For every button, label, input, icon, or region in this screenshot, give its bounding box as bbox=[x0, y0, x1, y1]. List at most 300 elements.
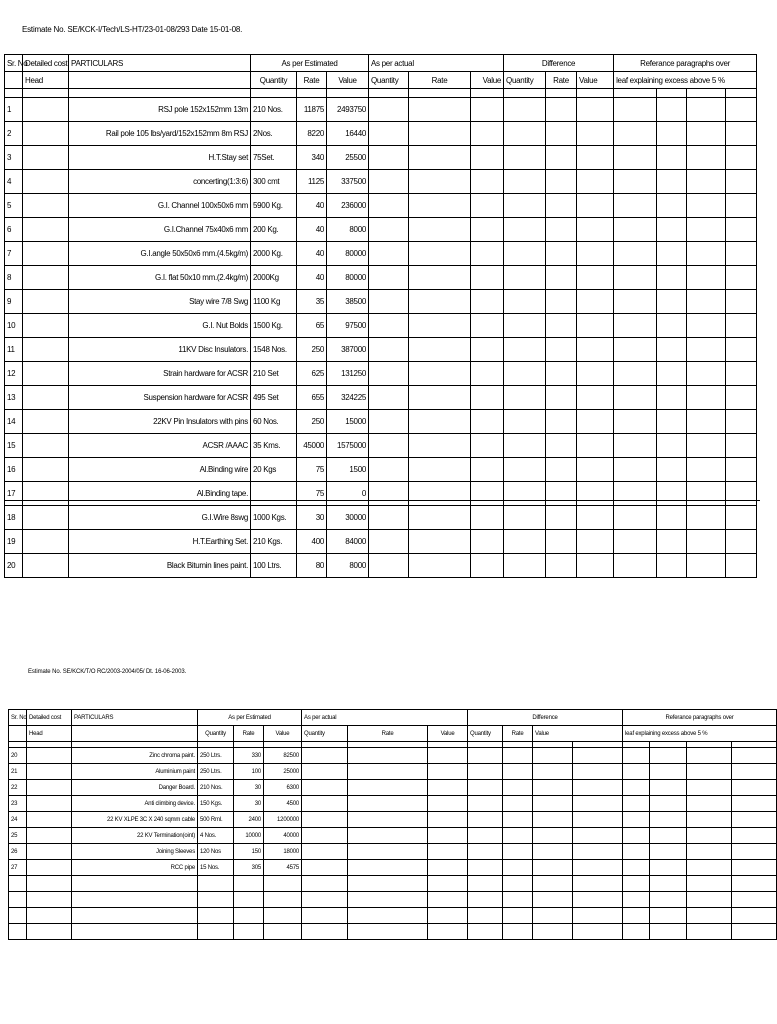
empty-cell bbox=[428, 844, 468, 860]
empty-cell bbox=[503, 876, 533, 892]
empty-cell bbox=[614, 362, 657, 386]
empty-cell bbox=[687, 482, 726, 506]
empty-cell bbox=[546, 314, 577, 338]
empty-cell bbox=[726, 98, 757, 122]
value-cell: 30000 bbox=[327, 506, 369, 530]
empty-cell bbox=[369, 338, 409, 362]
empty-cell bbox=[623, 780, 650, 796]
table-row bbox=[9, 812, 777, 828]
quantity-cell: 35 Kms. bbox=[251, 434, 297, 458]
empty-cell bbox=[726, 170, 757, 194]
rate-cell: 65 bbox=[297, 314, 327, 338]
value-cell: 25500 bbox=[327, 146, 369, 170]
empty-cell bbox=[348, 908, 428, 924]
empty-cell bbox=[657, 434, 687, 458]
empty-cell bbox=[504, 386, 546, 410]
empty-cell bbox=[409, 170, 471, 194]
difference-header: Difference bbox=[468, 710, 623, 726]
empty-cell bbox=[409, 146, 471, 170]
table-row bbox=[5, 530, 757, 554]
sr-no-cell: 14 bbox=[5, 410, 23, 434]
empty-cell bbox=[468, 892, 503, 908]
quantity-cell: 1000 Kgs. bbox=[251, 506, 297, 530]
rate-cell: 35 bbox=[297, 290, 327, 314]
empty-cell bbox=[234, 892, 264, 908]
empty-cell bbox=[577, 146, 614, 170]
particulars-cell: Stay wire 7/8 Swg bbox=[69, 290, 251, 314]
empty-cell bbox=[623, 908, 650, 924]
sr-no-cell: 24 bbox=[9, 812, 27, 828]
table-row bbox=[5, 242, 757, 266]
empty-cell bbox=[468, 876, 503, 892]
empty-cell bbox=[614, 290, 657, 314]
empty-cell bbox=[614, 242, 657, 266]
particulars-cell: G.I.Wire 8swg bbox=[69, 506, 251, 530]
empty-cell bbox=[573, 812, 623, 828]
sr-no-cell: 9 bbox=[5, 290, 23, 314]
empty-cell bbox=[504, 98, 546, 122]
empty-cell bbox=[573, 764, 623, 780]
empty-cell bbox=[533, 796, 573, 812]
empty-cell bbox=[471, 338, 504, 362]
empty-cell bbox=[623, 764, 650, 780]
empty-cell bbox=[577, 314, 614, 338]
sr-no-cell: 5 bbox=[5, 194, 23, 218]
empty-cell bbox=[409, 98, 471, 122]
sr-no-cell: 19 bbox=[5, 530, 23, 554]
value-cell: 387000 bbox=[327, 338, 369, 362]
quantity-cell: 210 Nos. bbox=[198, 780, 234, 796]
empty-cell bbox=[687, 812, 732, 828]
empty-cell bbox=[687, 876, 732, 892]
empty-cell bbox=[503, 892, 533, 908]
empty-cell bbox=[650, 860, 687, 876]
empty-cell bbox=[504, 338, 546, 362]
empty-cell bbox=[533, 780, 573, 796]
table-header-row bbox=[9, 710, 777, 726]
value-cell: 236000 bbox=[327, 194, 369, 218]
rate-cell: 40 bbox=[297, 242, 327, 266]
empty-cell bbox=[687, 860, 732, 876]
empty-cell bbox=[504, 506, 546, 530]
empty-cell bbox=[471, 482, 504, 506]
empty-cell bbox=[577, 338, 614, 362]
reference-header: Referance paragraphs over bbox=[614, 55, 757, 72]
empty-cell bbox=[726, 554, 757, 578]
empty-cell bbox=[234, 924, 264, 940]
section-divider bbox=[4, 500, 760, 501]
rate-cell: 340 bbox=[297, 146, 327, 170]
empty-cell bbox=[687, 764, 732, 780]
empty-cell bbox=[614, 266, 657, 290]
empty-cell bbox=[623, 924, 650, 940]
empty-cell bbox=[471, 458, 504, 482]
empty-cell bbox=[533, 860, 573, 876]
empty-cell bbox=[732, 860, 777, 876]
empty-cell bbox=[409, 290, 471, 314]
empty-cell bbox=[369, 242, 409, 266]
empty-cell bbox=[5, 72, 23, 89]
detailed-cost-header: Detailed cost bbox=[23, 55, 69, 72]
particulars-cell: Aluminium paint bbox=[72, 764, 198, 780]
as-per-estimated-header: As per Estimated bbox=[251, 55, 369, 72]
particulars-cell: H.T.Stay set bbox=[69, 146, 251, 170]
empty-cell bbox=[573, 924, 623, 940]
empty-cell bbox=[9, 876, 27, 892]
quantity-cell: 75Set. bbox=[251, 146, 297, 170]
estimate-caption-2: Estimate No. SE/KCK/T/O RC/2003-2004/05/ Dt. 16-06-2003. bbox=[28, 669, 187, 675]
table-subheader-row bbox=[5, 72, 757, 89]
empty-cell bbox=[369, 170, 409, 194]
empty-cell bbox=[650, 748, 687, 764]
empty-cell bbox=[577, 242, 614, 266]
sr-no-cell: 16 bbox=[5, 458, 23, 482]
empty-cell bbox=[471, 290, 504, 314]
empty-cell bbox=[533, 812, 573, 828]
empty-cell bbox=[732, 780, 777, 796]
sr-no-cell: 11 bbox=[5, 338, 23, 362]
particulars-cell: Anti climbing device. bbox=[72, 796, 198, 812]
empty-cell bbox=[687, 506, 726, 530]
value-cell: 4575 bbox=[264, 860, 302, 876]
sr-no-cell: 2 bbox=[5, 122, 23, 146]
empty-cell bbox=[369, 146, 409, 170]
empty-cell bbox=[27, 908, 72, 924]
empty-cell bbox=[614, 410, 657, 434]
empty-cell bbox=[503, 924, 533, 940]
head-cell bbox=[23, 290, 69, 314]
particulars-cell: Black Bitumin lines paint. bbox=[69, 554, 251, 578]
table-header-row bbox=[5, 55, 757, 72]
empty-cell bbox=[687, 338, 726, 362]
blank-row bbox=[9, 908, 777, 924]
rate-cell: 655 bbox=[297, 386, 327, 410]
empty-cell bbox=[369, 218, 409, 242]
empty-cell bbox=[614, 458, 657, 482]
empty-cell bbox=[650, 892, 687, 908]
empty-cell bbox=[732, 764, 777, 780]
table-row bbox=[5, 266, 757, 290]
empty-cell bbox=[409, 362, 471, 386]
sr-no-cell: 6 bbox=[5, 218, 23, 242]
empty-cell bbox=[504, 122, 546, 146]
empty-cell bbox=[546, 122, 577, 146]
particulars-cell: 22KV Pin Insulators with pins bbox=[69, 410, 251, 434]
empty-cell bbox=[471, 386, 504, 410]
rate-cell: 30 bbox=[234, 780, 264, 796]
blank-row bbox=[9, 892, 777, 908]
empty-cell bbox=[369, 410, 409, 434]
sr-no-cell: 1 bbox=[5, 98, 23, 122]
empty-cell bbox=[533, 892, 573, 908]
empty-cell bbox=[657, 122, 687, 146]
sr-no-cell: 7 bbox=[5, 242, 23, 266]
empty-cell bbox=[468, 860, 503, 876]
empty-cell bbox=[614, 194, 657, 218]
empty-cell bbox=[198, 924, 234, 940]
empty-cell bbox=[504, 530, 546, 554]
empty-cell bbox=[369, 98, 409, 122]
empty-cell bbox=[503, 908, 533, 924]
empty-cell bbox=[409, 218, 471, 242]
empty-cell bbox=[577, 362, 614, 386]
rate-cell: 330 bbox=[234, 748, 264, 764]
head-cell bbox=[27, 860, 72, 876]
quantity-cell: 120 Nos bbox=[198, 844, 234, 860]
empty-cell bbox=[468, 908, 503, 924]
empty-cell bbox=[687, 290, 726, 314]
empty-cell bbox=[72, 726, 198, 742]
empty-cell bbox=[687, 386, 726, 410]
empty-cell bbox=[657, 386, 687, 410]
sr-no-cell: 20 bbox=[9, 748, 27, 764]
empty-cell bbox=[428, 924, 468, 940]
empty-cell bbox=[348, 796, 428, 812]
empty-cell bbox=[614, 506, 657, 530]
table-row bbox=[5, 482, 757, 506]
empty-cell bbox=[369, 530, 409, 554]
empty-cell bbox=[533, 908, 573, 924]
quantity-cell: 1100 Kg bbox=[251, 290, 297, 314]
empty-cell bbox=[409, 194, 471, 218]
particulars-cell: RCC pipe bbox=[72, 860, 198, 876]
head-cell bbox=[23, 482, 69, 506]
value-cell: 2493750 bbox=[327, 98, 369, 122]
particulars-cell: G.I.angle 50x50x6 mm.(4.5kg/m) bbox=[69, 242, 251, 266]
sr-no-cell: 26 bbox=[9, 844, 27, 860]
empty-cell bbox=[650, 876, 687, 892]
empty-cell bbox=[687, 146, 726, 170]
head-cell bbox=[23, 98, 69, 122]
empty-cell bbox=[9, 908, 27, 924]
empty-cell bbox=[732, 796, 777, 812]
head-cell bbox=[23, 122, 69, 146]
empty-cell bbox=[369, 434, 409, 458]
empty-cell bbox=[234, 876, 264, 892]
empty-cell bbox=[409, 410, 471, 434]
empty-cell bbox=[687, 458, 726, 482]
head-cell bbox=[23, 338, 69, 362]
head-cell bbox=[23, 554, 69, 578]
empty-cell bbox=[302, 876, 348, 892]
quantity-header: Quantity bbox=[468, 726, 503, 742]
empty-cell bbox=[726, 482, 757, 506]
head-header: Head bbox=[27, 726, 72, 742]
empty-cell bbox=[623, 844, 650, 860]
empty-cell bbox=[533, 924, 573, 940]
quantity-cell: 1548 Nos. bbox=[251, 338, 297, 362]
empty-cell bbox=[428, 780, 468, 796]
empty-cell bbox=[504, 410, 546, 434]
value-cell: 4500 bbox=[264, 796, 302, 812]
head-cell bbox=[27, 844, 72, 860]
empty-cell bbox=[198, 892, 234, 908]
empty-cell bbox=[72, 908, 198, 924]
table-row bbox=[9, 748, 777, 764]
head-cell bbox=[23, 506, 69, 530]
empty-cell bbox=[369, 362, 409, 386]
empty-cell bbox=[577, 290, 614, 314]
value-cell: 6300 bbox=[264, 780, 302, 796]
empty-cell bbox=[369, 458, 409, 482]
empty-cell bbox=[369, 314, 409, 338]
empty-cell bbox=[687, 218, 726, 242]
empty-cell bbox=[409, 122, 471, 146]
empty-cell bbox=[348, 892, 428, 908]
empty-cell bbox=[409, 482, 471, 506]
table-row bbox=[5, 386, 757, 410]
empty-cell bbox=[657, 266, 687, 290]
empty-cell bbox=[726, 314, 757, 338]
particulars-cell: ACSR /AAAC bbox=[69, 434, 251, 458]
empty-cell bbox=[428, 876, 468, 892]
empty-cell bbox=[533, 748, 573, 764]
empty-cell bbox=[577, 170, 614, 194]
particulars-cell: Joining Sleeves bbox=[72, 844, 198, 860]
empty-cell bbox=[657, 362, 687, 386]
empty-cell bbox=[687, 314, 726, 338]
empty-cell bbox=[687, 924, 732, 940]
head-cell bbox=[23, 266, 69, 290]
empty-cell bbox=[573, 876, 623, 892]
head-cell bbox=[27, 780, 72, 796]
sr-no-cell: 21 bbox=[9, 764, 27, 780]
empty-cell bbox=[27, 876, 72, 892]
empty-cell bbox=[732, 876, 777, 892]
value-cell: 337500 bbox=[327, 170, 369, 194]
empty-cell bbox=[726, 146, 757, 170]
empty-cell bbox=[687, 748, 732, 764]
empty-cell bbox=[468, 764, 503, 780]
empty-cell bbox=[348, 780, 428, 796]
empty-cell bbox=[614, 146, 657, 170]
empty-cell bbox=[471, 266, 504, 290]
table-row bbox=[5, 218, 757, 242]
value-cell: 80000 bbox=[327, 242, 369, 266]
rate-cell: 45000 bbox=[297, 434, 327, 458]
empty-cell bbox=[732, 844, 777, 860]
empty-cell bbox=[623, 860, 650, 876]
empty-cell bbox=[546, 194, 577, 218]
empty-cell bbox=[726, 530, 757, 554]
empty-cell bbox=[687, 844, 732, 860]
empty-cell bbox=[468, 828, 503, 844]
empty-cell bbox=[657, 410, 687, 434]
estimate-table-2 bbox=[8, 709, 777, 940]
value-cell: 0 bbox=[327, 482, 369, 506]
sr-no-cell: 4 bbox=[5, 170, 23, 194]
table-row bbox=[9, 764, 777, 780]
empty-cell bbox=[302, 748, 348, 764]
sr-no-header: Sr. No bbox=[5, 55, 23, 72]
rate-header: Rate bbox=[503, 726, 533, 742]
particulars-header: PARTICULARS bbox=[72, 710, 198, 726]
empty-cell bbox=[533, 844, 573, 860]
empty-cell bbox=[657, 170, 687, 194]
quantity-cell: 300 cmt bbox=[251, 170, 297, 194]
table-row bbox=[5, 506, 757, 530]
quantity-cell: 250 Ltrs. bbox=[198, 764, 234, 780]
empty-cell bbox=[533, 876, 573, 892]
value-cell: 8000 bbox=[327, 218, 369, 242]
sr-no-cell: 10 bbox=[5, 314, 23, 338]
empty-cell bbox=[302, 780, 348, 796]
particulars-cell: RSJ pole 152x152mm 13m bbox=[69, 98, 251, 122]
empty-cell bbox=[650, 780, 687, 796]
empty-cell bbox=[623, 828, 650, 844]
reference-subheader: leaf explaining excess above 5 % bbox=[623, 726, 777, 742]
empty-cell bbox=[577, 482, 614, 506]
quantity-cell: 15 Nos. bbox=[198, 860, 234, 876]
empty-cell bbox=[471, 122, 504, 146]
table-row bbox=[5, 122, 757, 146]
particulars-cell: H.T.Earthing Set. bbox=[69, 530, 251, 554]
value-cell: 324225 bbox=[327, 386, 369, 410]
empty-cell bbox=[503, 844, 533, 860]
empty-cell bbox=[504, 458, 546, 482]
empty-cell bbox=[409, 314, 471, 338]
empty-cell bbox=[657, 146, 687, 170]
rate-cell: 8220 bbox=[297, 122, 327, 146]
rate-cell: 305 bbox=[234, 860, 264, 876]
quantity-cell: 100 Ltrs. bbox=[251, 554, 297, 578]
empty-cell bbox=[302, 908, 348, 924]
head-header: Head bbox=[23, 72, 69, 89]
table-row bbox=[5, 554, 757, 578]
quantity-cell: 210 Set bbox=[251, 362, 297, 386]
empty-cell bbox=[504, 242, 546, 266]
empty-cell bbox=[657, 242, 687, 266]
empty-cell bbox=[577, 266, 614, 290]
as-per-estimated-header: As per Estimated bbox=[198, 710, 302, 726]
particulars-cell: Zinc chroma paint. bbox=[72, 748, 198, 764]
head-cell bbox=[23, 194, 69, 218]
empty-cell bbox=[650, 812, 687, 828]
empty-cell bbox=[504, 482, 546, 506]
head-cell bbox=[23, 386, 69, 410]
empty-cell bbox=[428, 828, 468, 844]
empty-cell bbox=[623, 876, 650, 892]
empty-cell bbox=[614, 122, 657, 146]
as-per-actual-header: As per actual bbox=[302, 710, 468, 726]
empty-cell bbox=[623, 748, 650, 764]
empty-cell bbox=[369, 386, 409, 410]
empty-cell bbox=[573, 892, 623, 908]
quantity-header: Quantity bbox=[302, 726, 348, 742]
sr-no-cell: 27 bbox=[9, 860, 27, 876]
empty-cell bbox=[726, 434, 757, 458]
empty-cell bbox=[369, 482, 409, 506]
empty-cell bbox=[504, 218, 546, 242]
empty-cell bbox=[687, 780, 732, 796]
head-cell bbox=[27, 812, 72, 828]
empty-cell bbox=[614, 554, 657, 578]
particulars-header: PARTICULARS bbox=[69, 55, 251, 72]
empty-cell bbox=[577, 434, 614, 458]
empty-cell bbox=[503, 828, 533, 844]
empty-cell bbox=[369, 554, 409, 578]
empty-cell bbox=[573, 796, 623, 812]
value-cell: 38500 bbox=[327, 290, 369, 314]
value-cell: 25000 bbox=[264, 764, 302, 780]
empty-cell bbox=[546, 362, 577, 386]
empty-cell bbox=[503, 748, 533, 764]
empty-cell bbox=[9, 892, 27, 908]
empty-cell bbox=[657, 554, 687, 578]
table-subheader-row bbox=[9, 726, 777, 742]
table-row bbox=[9, 860, 777, 876]
empty-cell bbox=[573, 828, 623, 844]
